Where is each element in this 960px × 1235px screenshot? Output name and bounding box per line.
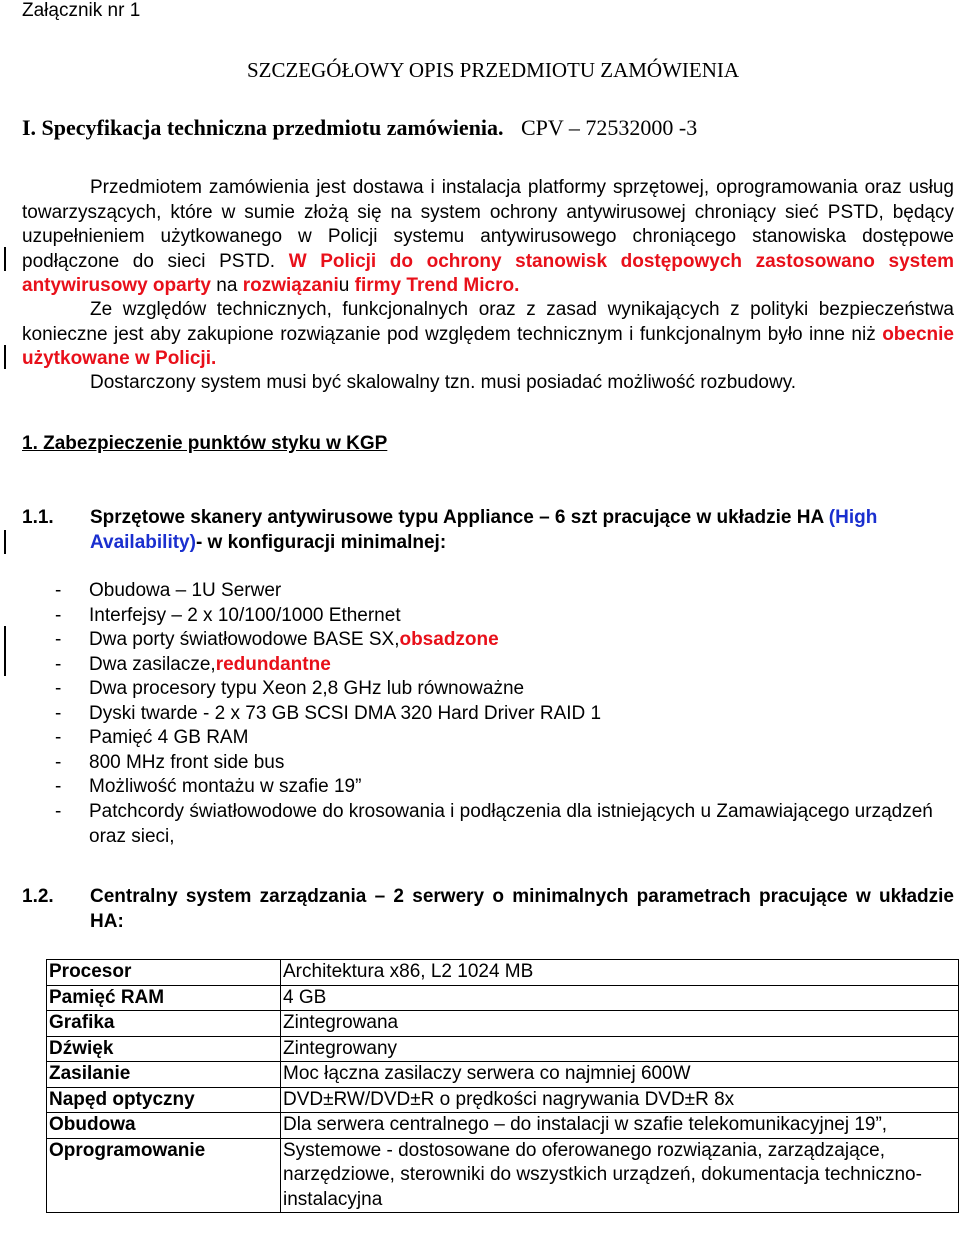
intro-text-na: na [216, 275, 238, 296]
table-row [47, 1011, 959, 1037]
change-bar [4, 626, 6, 676]
list-dash: - [55, 727, 62, 748]
intro-text-u: u [338, 275, 350, 296]
item-title [90, 506, 954, 555]
subsection-heading: 1. Zabezpieczenie punktów styku w KGP [22, 433, 388, 454]
list-item [55, 800, 955, 849]
list-dash: - [55, 752, 62, 773]
list-item-text: 800 MHz front side bus [89, 752, 285, 773]
table-value-cell: Architektura x86, L2 1024 MB [281, 960, 959, 986]
item-title-ha: (High Availability) [90, 507, 878, 553]
table-key-cell: Obudowa [47, 1113, 281, 1139]
annex-label: Załącznik nr 1 [22, 0, 141, 21]
table-key-cell: Pamięć RAM [47, 985, 281, 1011]
table-value-cell: Moc łączna zasilaczy serwera co najmniej 600W [281, 1062, 959, 1088]
list-item-text: Patchcordy światłowodowe do krosowania i podłączenia dla istniejących u Zamawiającego urządzeń oraz sieci, [89, 801, 933, 847]
table-key-cell: Procesor [47, 960, 281, 986]
list-dash: - [55, 678, 62, 699]
table-key-cell: Zasilanie [47, 1062, 281, 1088]
section-heading-text: I. Specyfikacja techniczna przedmiotu zamówienia. [22, 115, 504, 140]
policy-highlight: obecnie użytkowane w Policji. [22, 323, 955, 369]
list-item-text: Obudowa – 1U Serwer [89, 580, 282, 601]
table-value-cell: Zintegrowana [281, 1011, 959, 1037]
policy-paragraph [22, 298, 954, 372]
list-dash: - [55, 801, 62, 822]
table-row [47, 1113, 959, 1139]
table-key-cell: Grafika [47, 1011, 281, 1037]
table-row [47, 985, 959, 1011]
list-item [55, 726, 955, 751]
scalability-paragraph: Dostarczony system musi być skalowalny tzn. musi posiadać możliwość rozbudowy. [90, 372, 797, 393]
list-item-text: Dwa zasilacze, [89, 654, 216, 675]
list-dash: - [55, 605, 62, 626]
intro-highlight: W Policji do ochrony stanowisk dostępowych zastosowano system antywirusowy oparty [22, 250, 955, 296]
list-item [55, 702, 955, 727]
change-bar [4, 247, 6, 271]
list-dash: - [55, 629, 62, 650]
list-item [55, 628, 955, 653]
table-value-cell: Systemowe - dostosowane do oferowanego rozwiązania, zarządzające, narzędziowe, sterowniki do wszystkich urządzeń, dokumentacja techniczno-instalacyjna [281, 1138, 959, 1213]
intro-text: Przedmiotem zamówienia jest dostawa i instalacja platformy sprzętowej, oprogramowania oraz usług towarzyszących, które w sumie złożą się na system ochrony antywirusowej chroniący sieć PSTD, będący uzupełnieniem użytkowanego w Policji systemu antywirusowego chroniącego stanowiska dostępowe podłączone do sieci PSTD. [22, 177, 954, 272]
list-item [55, 751, 955, 776]
table-row [47, 1062, 959, 1088]
item-number: 1.1. [22, 507, 54, 528]
list-item-highlight: obsadzone [399, 629, 499, 650]
item-number: 1.2. [22, 886, 54, 907]
intro-highlight-3: firmy Trend Micro. [354, 275, 520, 296]
list-dash: - [55, 654, 62, 675]
item-title-text: Sprzętowe skanery antywirusowe typu Appliance – 6 szt pracujące w układzie HA [90, 507, 824, 528]
intro-paragraph [22, 176, 954, 299]
list-dash: - [55, 580, 62, 601]
list-item [55, 775, 955, 800]
table-row [47, 1087, 959, 1113]
change-bar [4, 530, 6, 554]
section-heading [22, 115, 697, 141]
table-key-cell: Dźwięk [47, 1036, 281, 1062]
list-item [55, 579, 955, 604]
table-value-cell: DVD±RW/DVD±R o prędkości nagrywania DVD±R 8x [281, 1087, 959, 1113]
list-item [55, 653, 955, 678]
list-dash: - [55, 776, 62, 797]
list-item-text: Dwa porty światłowodowe BASE SX, [89, 629, 400, 650]
item-title: Centralny system zarządzania – 2 serwery o minimalnych parametrach pracujące w układzie HA: [90, 886, 954, 932]
intro-highlight-2: rozwiązani [242, 275, 339, 296]
item-title-rest: - w konfiguracji minimalnej: [195, 531, 447, 553]
table-key-cell: Oprogramowanie [47, 1138, 281, 1213]
table-row [47, 960, 959, 986]
table-row [47, 1036, 959, 1062]
list-dash: - [55, 703, 62, 724]
cpv-code: CPV – 72532000 -3 [521, 115, 698, 140]
table-value-cell: Zintegrowany [281, 1036, 959, 1062]
server-spec-table [46, 959, 959, 1213]
table-value-cell: Dla serwera centralnego – do instalacji w szafie telekomunikacyjnej 19”, [281, 1113, 959, 1139]
table-key-cell: Napęd optyczny [47, 1087, 281, 1113]
list-item [55, 677, 955, 702]
list-item-text: Dwa procesory typu Xeon 2,8 GHz lub równoważne [89, 678, 525, 699]
list-item [55, 604, 955, 629]
table-value-cell: 4 GB [281, 985, 959, 1011]
change-bar [4, 345, 6, 369]
list-item-text: Pamięć 4 GB RAM [89, 727, 249, 748]
list-item-text: Dyski twarde - 2 x 73 GB SCSI DMA 320 Hard Driver RAID 1 [89, 703, 602, 724]
list-item-text: Interfejsy – 2 x 10/100/1000 Ethernet [89, 605, 401, 626]
document-title: SZCZEGÓŁOWY OPIS PRZEDMIOTU ZAMÓWIENIA [246, 58, 740, 82]
list-item-highlight: redundantne [215, 654, 331, 675]
list-item-text: Możliwość montażu w szafie 19” [89, 776, 362, 797]
policy-text: Ze względów technicznych, funkcjonalnych oraz z zasad wynikających z polityki bezpieczeństwa konieczne jest aby zakupione rozwiązanie pod względem technicznym i funkcjonalnym było inne niż [22, 299, 954, 345]
table-row [47, 1138, 959, 1213]
